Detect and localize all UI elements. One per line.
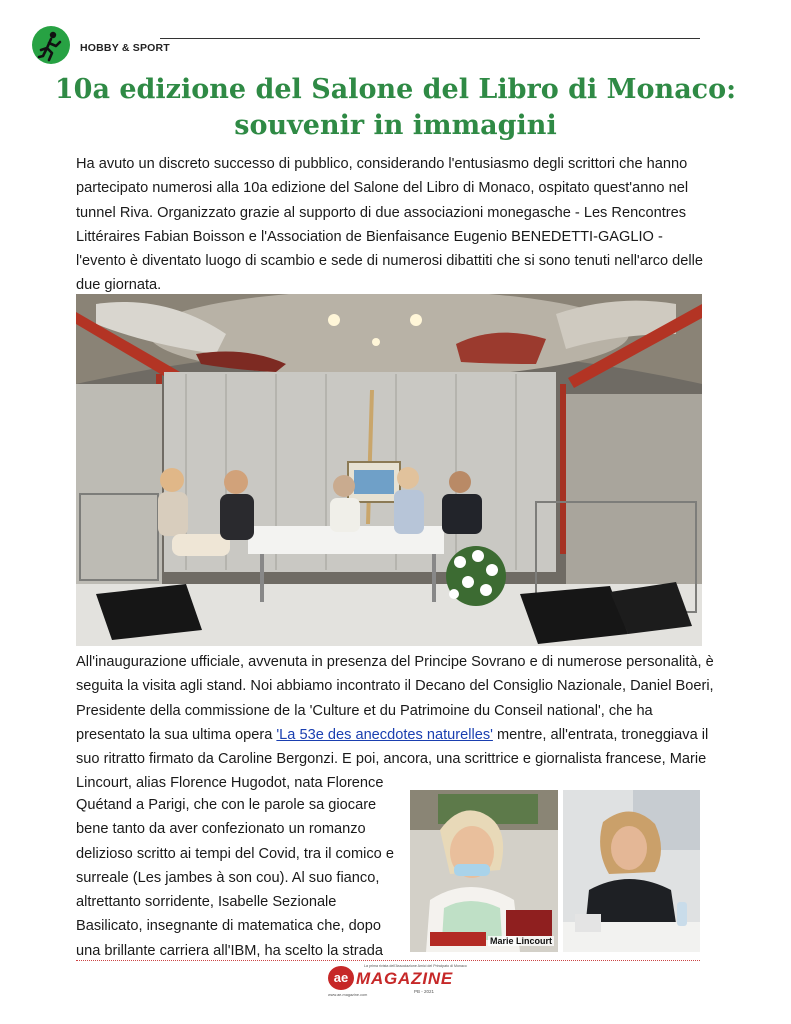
photo-caption: Marie Lincourt xyxy=(489,936,552,946)
footer-logo xyxy=(328,964,468,1000)
magazine-brand: MAGAZINE xyxy=(356,969,454,988)
marie-lincourt-photo xyxy=(410,790,558,952)
footer-tagline: La prima rivista dell'Associazione Amici del Principato di Monaco xyxy=(364,964,467,968)
paragraph-2-continued: mentre, all'entrata, troneggiava il suo ritratto firmato da Caroline Bergonzi. E poi, ancora, una scrittrice e giornalista francese, Marie Lincourt, alias Florence Hugodot, nata Florence xyxy=(76,726,709,792)
section-label: HOBBY & SPORT xyxy=(80,42,170,54)
body-paragraph-3: Quétand a Parigi, che con le parole sa giocare bene tanto da aver confezionato un romanzo delizioso scritto ai tempi del Covid, tra il comico e surreale (Les jambes à son cou). Al suo fianco, altrettanto sorridente, Isabelle Sezionale Basilicato, insegnante di matematica che, dopo una brillante carriera all'IBM, ha scelto la strada xyxy=(76,797,394,959)
panel-photo xyxy=(76,294,702,646)
page-header xyxy=(32,26,702,70)
intro-paragraph: Ha avuto un discreto successo di pubblico, considerando l'entusiasmo degli scrittori che hanno partecipato numerosi alla 10a edizione del Salone del Libro di Monaco, ospitato quest'anno nel tunnel Riva. Organizzato grazie al supporto di due associazioni monegasche - Les Rencontres Littéraires Fabian Boisson e l'Association de Bienfaisance Eugenio BENEDETTI-GAGLIO - l'evento è diventato luogo di scambio e sede di numerosi dibattiti che si sono tenuti nell'arco delle due giornata. xyxy=(76,156,703,294)
issue-label: PB - 2021 xyxy=(414,989,435,994)
body-paragraph-2 xyxy=(76,650,716,796)
footer-divider xyxy=(76,960,700,961)
header-divider xyxy=(160,38,700,39)
title-line-1: 10a edizione del Salone del Libro di Monaco: xyxy=(54,74,737,105)
footer-site: www.ae-magazine.com xyxy=(328,993,368,997)
book-title-link[interactable]: 'La 53e des anecdotes naturelles' xyxy=(276,726,493,743)
paragraph-2-text: All'inaugurazione ufficiale, avvenuta in presenza del Principe Sovrano e di numerose personalità, è seguita la visita agli stand. Noi abbiamo incontrato il Decano del Consiglio Nazionale, Daniel Boeri, Presidente della commissione de la 'Culture et du Patrimoine du Conseil national', che ha presentato la sua ultima opera xyxy=(76,654,714,743)
article-title xyxy=(40,72,751,144)
runner-icon xyxy=(32,26,70,64)
ae-badge: ae xyxy=(328,966,354,990)
title-line-2: souvenir in immagini xyxy=(234,110,557,141)
isabelle-photo xyxy=(563,790,700,952)
